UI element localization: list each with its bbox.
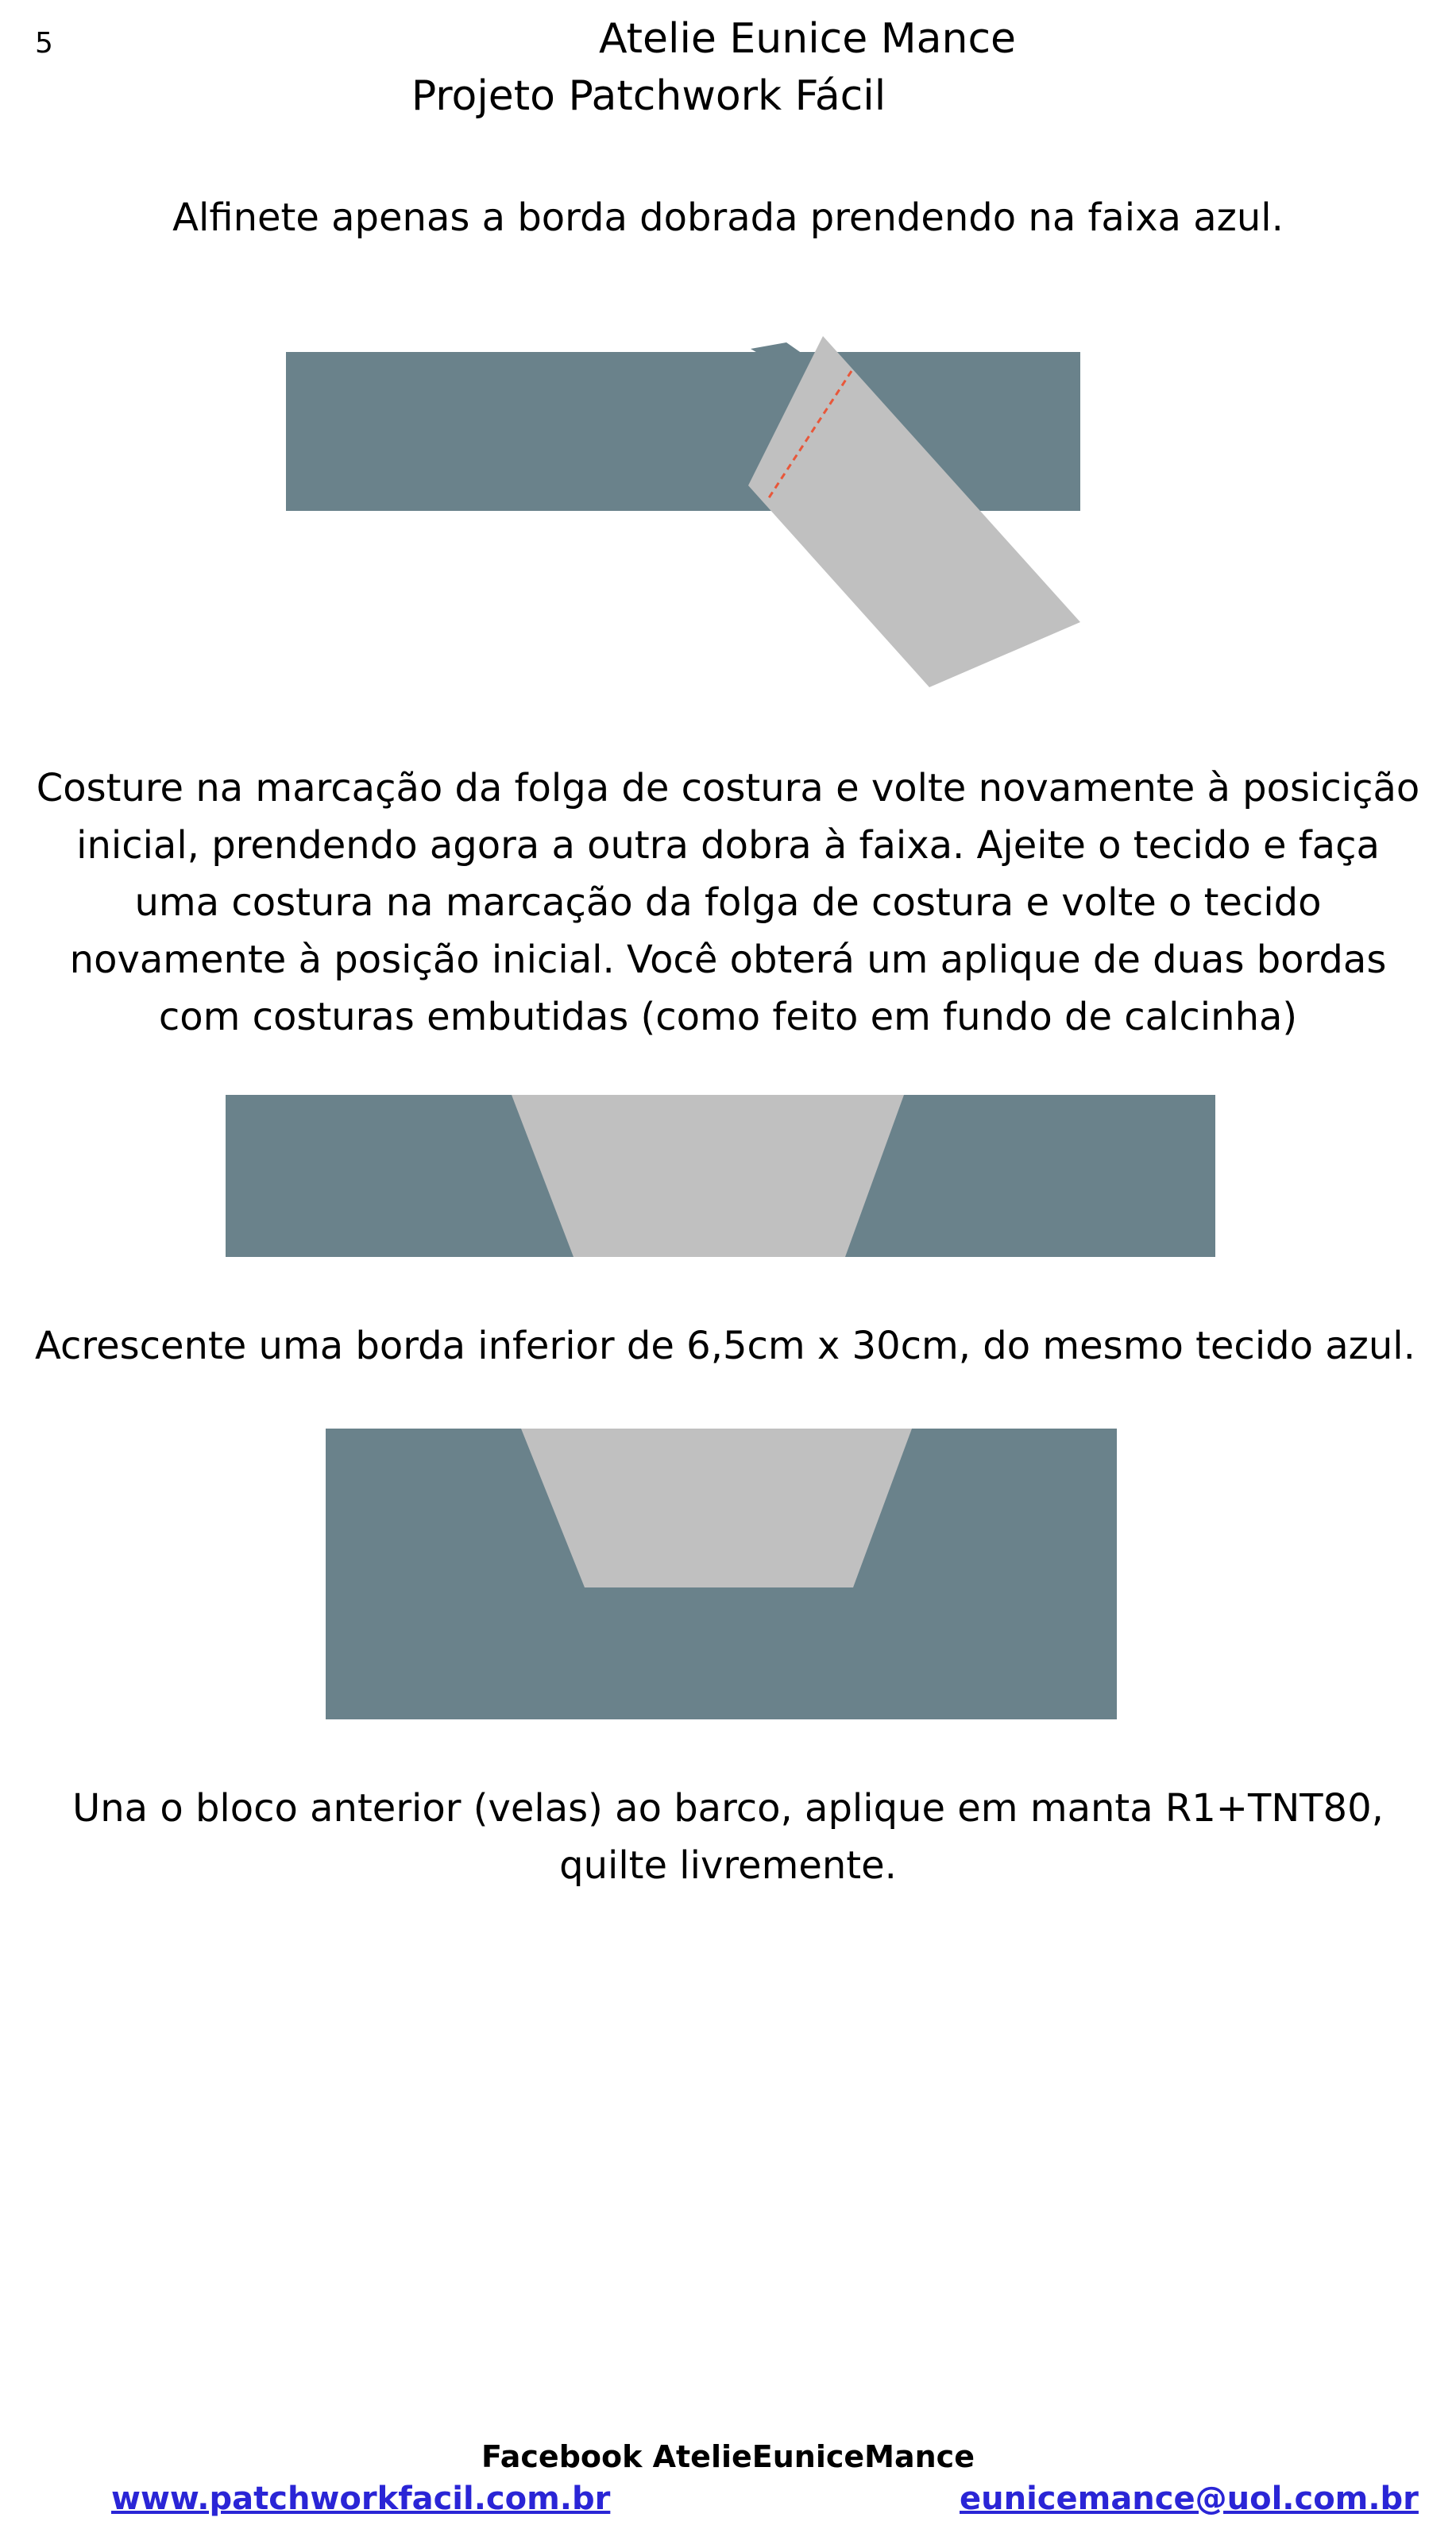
header-title: Atelie Eunice Mance — [598, 15, 1017, 63]
gray-trapezoid — [512, 1095, 904, 1257]
instruction-1: Alfinete apenas a borda dobrada prendendo na faixa azul. — [172, 195, 1284, 240]
figure-block-with-border — [326, 1429, 1117, 1719]
blue-strip — [286, 352, 1080, 511]
email-link[interactable]: eunicemance@uol.com.br — [960, 2481, 1419, 2517]
header-subtitle: Projeto Patchwork Fácil — [411, 72, 886, 120]
figure-pinned-fold — [278, 330, 1088, 695]
figure-trapezoid-strip — [226, 1095, 1215, 1257]
facebook-label: Facebook AtelieEuniceMance — [481, 2439, 975, 2474]
gray-trapezoid — [521, 1429, 912, 1587]
instruction-4: Una o bloco anterior (velas) ao barco, aplique em manta R1+TNT80, quilte livremente. — [72, 1786, 1384, 1888]
page-number: 5 — [35, 27, 53, 60]
website-link[interactable]: www.patchworkfacil.com.br — [111, 2481, 611, 2517]
instruction-3: Acrescente uma borda inferior de 6,5cm x 30cm, do mesmo tecido azul. — [35, 1324, 1415, 1368]
instruction-2: Costure na marcação da folga de costura e volte novamente à posicição inicial, prendendo agora a outra dobra à faixa. Ajeite o tecido e faça uma costura na marcação da folga de costura e volte o tecido novamente à posição inicial. Você obterá um aplique de duas bordas com costuras embutidas (como feito em fundo de calcinha) — [36, 766, 1420, 1039]
